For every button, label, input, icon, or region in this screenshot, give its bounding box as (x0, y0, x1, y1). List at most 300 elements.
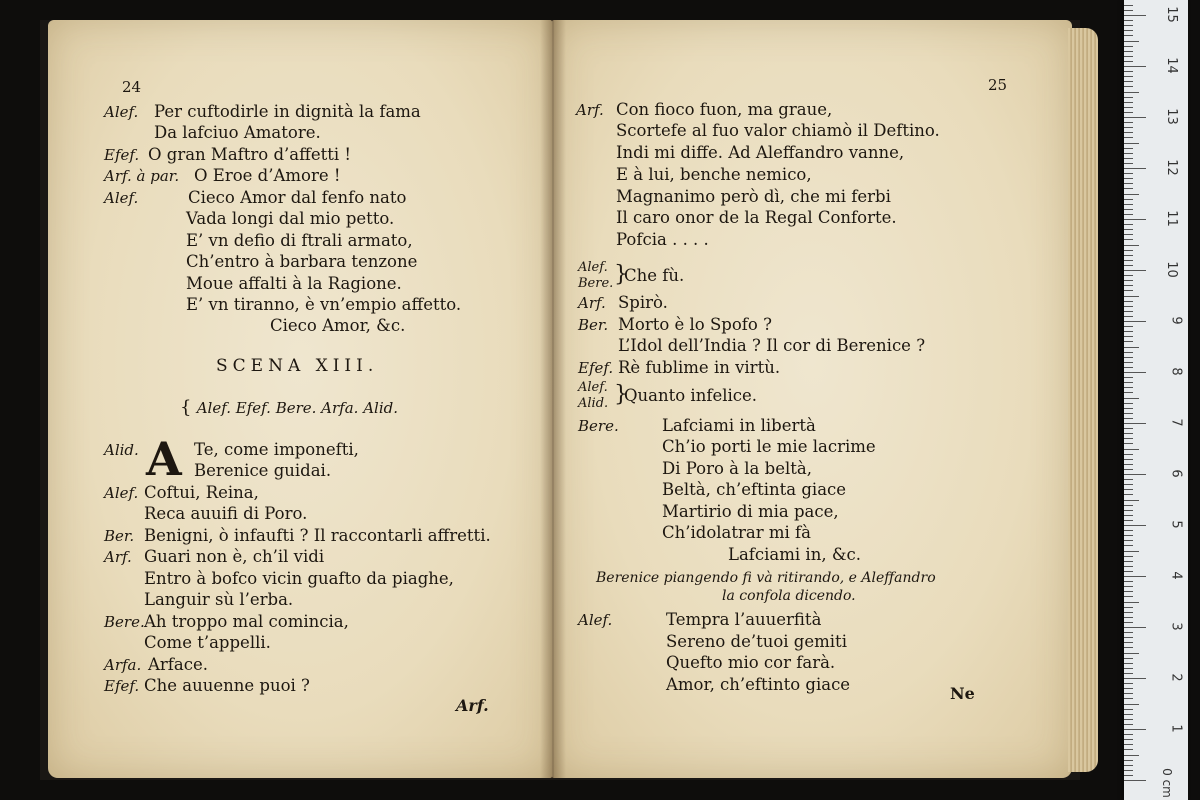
catchword: Ne (950, 684, 975, 703)
ruler-tick (1124, 296, 1139, 297)
verse-text: Guari non è, ch’il vidi (144, 547, 325, 566)
verse-line (662, 480, 846, 500)
ruler-tick (1124, 500, 1139, 501)
ruler-tick (1124, 81, 1133, 82)
verse-text: Reca auuifi di Poro. (144, 504, 308, 523)
ruler-tick (1124, 551, 1139, 552)
ruler-tick (1124, 35, 1133, 36)
ruler-tick (1124, 382, 1133, 383)
ruler-tick (1124, 321, 1146, 322)
ruler-tick (1124, 331, 1133, 332)
ruler-tick (1124, 663, 1133, 664)
ruler-tick (1124, 403, 1133, 404)
verse-line (104, 440, 359, 460)
ruler-tick (1124, 637, 1133, 638)
ruler-tick (1124, 714, 1133, 715)
page-number: 24 (122, 78, 142, 96)
ruler-tick (1124, 97, 1133, 98)
speaker-label: Efef. (104, 146, 140, 164)
ruler-tick (1124, 102, 1133, 103)
verse-line (104, 676, 310, 696)
verse-line (186, 295, 461, 315)
ruler-number: 9 (1168, 316, 1184, 325)
ruler-tick (1124, 602, 1139, 603)
speaker-label: Alef. (104, 189, 139, 207)
speaker-label: Efef. (578, 359, 614, 377)
verse-line (578, 315, 772, 335)
ruler-tick (1124, 719, 1133, 720)
ruler-tick (1124, 586, 1133, 587)
verse-line (104, 166, 341, 186)
ruler-tick (1124, 693, 1133, 694)
drop-cap: A (146, 432, 182, 486)
ruler-tick (1124, 505, 1133, 506)
verse-text: Per cuftodirle in dignità la fama (154, 102, 421, 121)
verse-line (104, 102, 421, 122)
speaker-label: Efef. (104, 677, 140, 695)
ruler-tick (1124, 642, 1133, 643)
ruler-tick (1124, 658, 1133, 659)
brace-glyph: } (614, 382, 628, 407)
ruler-tick (1124, 229, 1133, 230)
verse-text: E’ vn tiranno, è vn’empio affetto. (186, 295, 462, 314)
verse-text: Lafciami in libertà (662, 416, 816, 435)
ruler-tick (1124, 347, 1139, 348)
catchword: Arf. (456, 696, 489, 715)
speaker-label: Alid. (104, 441, 139, 459)
ruler-tick (1124, 398, 1139, 399)
ruler-tick (1124, 632, 1133, 633)
verse-text: Quefto mio cor farà. (666, 653, 836, 672)
speaker-label: Bere. (578, 417, 619, 435)
ruler-tick (1124, 760, 1133, 761)
ruler-tick (1124, 647, 1133, 648)
speaker-label: Alef. (104, 103, 139, 121)
ruler-tick (1124, 71, 1133, 72)
ruler-tick (1124, 20, 1133, 21)
ruler-tick (1124, 622, 1133, 623)
verse-line (578, 416, 816, 436)
ruler-tick (1124, 515, 1133, 516)
ruler-tick (1124, 698, 1133, 699)
ruler-number: 14 (1164, 57, 1180, 74)
ruler-tick (1124, 489, 1133, 490)
ruler-number: 3 (1168, 622, 1184, 631)
verse-text: Pofcia . . . . (616, 230, 709, 249)
ruler-tick (1124, 566, 1133, 567)
ruler-tick (1124, 341, 1133, 342)
verse-text: Martirio di mia pace, (662, 502, 839, 521)
verse-text: Magnanimo però dì, che mi ferbi (616, 187, 891, 206)
ruler-tick (1124, 362, 1133, 363)
ruler-tick (1124, 596, 1133, 597)
ruler-tick (1124, 729, 1146, 730)
speaker-label: Alef. (104, 484, 139, 502)
ruler-tick (1124, 739, 1133, 740)
verse-line (578, 610, 822, 630)
verse-text: Cieco Amor, &c. (270, 316, 406, 335)
verse-text: Indi mi diffe. Ad Aleffandro vanne, (616, 143, 905, 162)
ruler-tick (1124, 474, 1146, 475)
ruler-tick (1124, 326, 1133, 327)
speaker-label: Bere. (578, 276, 614, 291)
verse-line (186, 252, 417, 272)
ruler-tick (1124, 290, 1133, 291)
verse-line (144, 633, 271, 653)
verse-line (616, 121, 940, 141)
ruler-tick (1124, 653, 1139, 654)
ruler-number: 2 (1168, 673, 1184, 682)
ruler-tick (1124, 275, 1133, 276)
verse-line (616, 165, 812, 185)
ruler-tick (1124, 280, 1133, 281)
ruler-tick (1124, 188, 1133, 189)
verse-text: O Eroe d’Amore ! (194, 166, 341, 185)
ruler-tick (1124, 92, 1139, 93)
ruler-tick (1124, 153, 1133, 154)
verse-text: Coftui, Reina, (144, 483, 259, 502)
ruler-tick (1124, 239, 1133, 240)
ruler-tick (1124, 734, 1133, 735)
verse-text: E’ vn defio di ftrali armato, (186, 231, 413, 250)
speaker-label: Arf. (104, 548, 132, 566)
page-number: 25 (988, 76, 1008, 94)
ruler-tick (1124, 250, 1133, 251)
ruler-tick (1124, 234, 1133, 235)
ruler-tick (1124, 765, 1133, 766)
ruler-tick (1124, 137, 1133, 138)
ruler-tick (1124, 209, 1133, 210)
scene-title: SCENA XIII. (216, 356, 379, 376)
ruler-tick (1124, 744, 1133, 745)
ruler-tick (1124, 117, 1146, 118)
ruler-tick (1124, 545, 1133, 546)
verse-line (104, 483, 259, 503)
ruler-number: 6 (1168, 469, 1184, 478)
ruler-tick (1124, 433, 1133, 434)
left-page (48, 20, 552, 778)
ruler-tick (1124, 612, 1133, 613)
verse-line (616, 143, 904, 163)
verse-text: Spirò. (618, 293, 668, 312)
ruler-tick (1124, 56, 1133, 57)
verse-text: Amor, ch’eftinto giace (666, 675, 851, 694)
verse-text: Ch’idolatrar mi fà (662, 523, 811, 542)
ruler-tick (1124, 581, 1133, 582)
ruler-tick (1124, 107, 1133, 108)
verse-text: Sereno de’tuoi gemiti (666, 632, 847, 651)
speaker-label: Ber. (104, 527, 135, 545)
verse-text: Moue affalti à la Ragione. (186, 274, 402, 293)
ruler-tick (1124, 255, 1133, 256)
ruler-tick (1124, 408, 1133, 409)
ruler-tick (1124, 122, 1133, 123)
ruler-tick (1124, 469, 1133, 470)
ruler-tick (1124, 591, 1133, 592)
speaker-label: Bere. (104, 613, 145, 631)
verse-text: O gran Maftro d’affetti ! (148, 145, 352, 164)
verse-line (662, 459, 812, 479)
ruler-tick (1124, 260, 1133, 261)
ruler-tick (1124, 449, 1139, 450)
ruler-tick (1124, 688, 1133, 689)
ruler-tick (1124, 668, 1133, 669)
verse-line (616, 208, 897, 228)
ruler-tick (1124, 127, 1133, 128)
refrain-line (728, 545, 861, 565)
verse-text: Quanto infelice. (624, 386, 758, 405)
verse-text: Scortefe al fuo valor chiamò il Deftino. (616, 121, 940, 140)
verse-line (666, 653, 835, 673)
ruler-number: 1 (1168, 724, 1184, 733)
verse-text: Ah troppo mal comincia, (144, 612, 349, 631)
verse-text: Morto è lo Spofo ? (618, 315, 772, 334)
ruler-tick (1124, 270, 1146, 271)
ruler-tick (1124, 525, 1146, 526)
ruler-tick (1124, 418, 1133, 419)
ruler-tick (1124, 219, 1146, 220)
ruler-tick (1124, 132, 1133, 133)
ruler-tick (1124, 168, 1146, 169)
verse-line (144, 504, 307, 524)
ruler-tick (1124, 484, 1133, 485)
ruler-tick (1124, 178, 1133, 179)
ruler-tick (1124, 372, 1146, 373)
ruler-tick (1124, 540, 1133, 541)
verse-line (576, 100, 833, 120)
speaker-label: Alef. (578, 611, 613, 629)
ruler-number: 8 (1168, 367, 1184, 376)
measuring-ruler (1124, 0, 1188, 800)
verse-text: Che auuenne puoi ? (144, 676, 310, 695)
verse-line (618, 336, 925, 356)
verse-text: Vada longi dal mio petto. (186, 209, 395, 228)
ruler-tick (1124, 627, 1146, 628)
verse-line (186, 231, 413, 251)
ruler-tick (1124, 66, 1146, 67)
verse-line (616, 187, 891, 207)
ruler-tick (1124, 678, 1146, 679)
ruler-tick (1124, 285, 1133, 286)
ruler-tick (1124, 301, 1133, 302)
right-page (552, 20, 1072, 778)
ruler-tick (1124, 724, 1133, 725)
ruler-tick (1124, 306, 1133, 307)
ruler-tick (1124, 51, 1133, 52)
ruler-tick (1124, 459, 1133, 460)
verse-text: Entro à bofco vicin guafto da piaghe, (144, 569, 454, 588)
verse-line (662, 437, 876, 457)
ruler-tick (1124, 438, 1133, 439)
verse-text: Che fù. (624, 266, 685, 285)
ruler-tick (1124, 673, 1133, 674)
ruler-tick (1124, 428, 1133, 429)
ruler-tick (1124, 387, 1133, 388)
ruler-tick (1124, 755, 1139, 756)
ruler-tick (1124, 454, 1133, 455)
verse-line (662, 523, 811, 543)
verse-line (194, 461, 331, 481)
ruler-number: 11 (1164, 210, 1180, 227)
ruler-tick (1124, 86, 1133, 87)
ruler-tick (1124, 561, 1133, 562)
ruler-tick (1124, 443, 1133, 444)
verse-text: Berenice guidai. (194, 461, 332, 480)
ruler-tick (1124, 245, 1139, 246)
ruler-tick (1124, 494, 1133, 495)
verse-line (578, 358, 781, 378)
ruler-tick (1124, 316, 1133, 317)
ruler-tick (1124, 770, 1133, 771)
speaker-label: Arf. (578, 294, 606, 312)
ruler-tick (1124, 173, 1133, 174)
ruler-number: 12 (1164, 159, 1180, 176)
verse-line (104, 655, 208, 675)
ruler-number: 5 (1168, 520, 1184, 529)
verse-line (662, 502, 839, 522)
ruler-tick (1124, 30, 1133, 31)
ruler-tick (1124, 194, 1139, 195)
verse-line (104, 526, 491, 546)
ruler-tick (1124, 464, 1133, 465)
ruler-tick (1124, 76, 1133, 77)
verse-text: Da lafciuo Amatore. (154, 123, 321, 142)
ruler-tick (1124, 61, 1133, 62)
ruler-tick (1124, 183, 1133, 184)
speaker-label: Arfa. (104, 656, 142, 674)
ruler-tick (1124, 199, 1133, 200)
verse-line (104, 188, 407, 208)
verse-text: Beltà, ch’eftinta giace (662, 480, 847, 499)
page-edges (1068, 28, 1098, 772)
verse-text: Come t’appelli. (144, 633, 271, 652)
ruler-number: 4 (1168, 571, 1184, 580)
scene-characters (180, 398, 398, 418)
ruler-tick (1124, 377, 1133, 378)
verse-line (104, 612, 349, 632)
ruler-tick (1124, 214, 1133, 215)
ruler-tick (1124, 530, 1133, 531)
ruler-tick (1124, 576, 1146, 577)
verse-text: E à lui, benche nemico, (616, 165, 812, 184)
brace-glyph: } (614, 262, 628, 287)
speaker-label: Arf. à par. (104, 167, 180, 185)
ruler-tick (1124, 367, 1133, 368)
ruler-tick (1124, 5, 1133, 6)
ruler-tick (1124, 510, 1133, 511)
ruler-tick (1124, 265, 1133, 266)
ruler-tick (1124, 158, 1133, 159)
ruler-tick (1124, 357, 1133, 358)
verse-line (154, 123, 321, 143)
verse-text: Languir sù l’erba. (144, 590, 294, 609)
ruler-number: 7 (1168, 418, 1184, 427)
refrain-line (270, 316, 405, 336)
ruler-tick (1124, 413, 1133, 414)
ruler-tick (1124, 311, 1133, 312)
speaker-label: Alid. (578, 396, 609, 411)
verse-line (104, 547, 325, 567)
ruler-tick (1124, 163, 1133, 164)
ruler-tick (1124, 775, 1133, 776)
ruler-tick (1124, 148, 1133, 149)
ruler-unit: 0 cm (1160, 768, 1175, 798)
ruler-tick (1124, 479, 1133, 480)
verse-line (616, 230, 709, 250)
verse-line (578, 293, 668, 313)
verse-line (666, 675, 850, 695)
ruler-tick (1124, 683, 1133, 684)
characters-list: Alef. Efef. Bere. Arfa. Alid. (196, 399, 399, 417)
ruler-number: 10 (1164, 261, 1180, 278)
ruler-tick (1124, 780, 1146, 781)
ruler-tick (1124, 423, 1146, 424)
verse-text: Benigni, ò infaufti ? Il raccontarli affretti. (144, 526, 491, 545)
verse-line (104, 145, 352, 165)
ruler-tick (1124, 15, 1146, 16)
ruler-tick (1124, 571, 1133, 572)
ruler-tick (1124, 25, 1133, 26)
verse-line (144, 590, 293, 610)
verse-text: Ch’entro à barbara tenzone (186, 252, 418, 271)
open-book (40, 20, 1080, 780)
verse-text: Di Poro à la beltà, (662, 459, 812, 478)
speaker-label: Ber. (578, 316, 609, 334)
verse-text: Tempra l’auuerfità (666, 610, 822, 629)
ruler-tick (1124, 143, 1139, 144)
verse-text: Arface. (148, 655, 208, 674)
ruler-tick (1124, 41, 1139, 42)
ruler-tick (1124, 607, 1133, 608)
ruler-number: 15 (1164, 6, 1180, 23)
verse-text: Rè fublime in virtù. (618, 358, 781, 377)
verse-text: L’Idol dell’India ? Il cor di Berenice ? (618, 336, 926, 355)
stage-direction: la confola dicendo. (722, 588, 856, 604)
ruler-tick (1124, 10, 1133, 11)
verse-text: Te, come imponefti, (194, 440, 359, 459)
verse-text: Ch’io porti le mie lacrime (662, 437, 876, 456)
verse-text: Il caro onor de la Regal Conforte. (616, 208, 897, 227)
speaker-label: Alef. (578, 380, 608, 395)
ruler-tick (1124, 204, 1133, 205)
ruler-tick (1124, 709, 1133, 710)
verse-line (144, 569, 454, 589)
ruler-tick (1124, 617, 1133, 618)
ruler-tick (1124, 535, 1133, 536)
verse-line (666, 632, 847, 652)
verse-text: Lafciami in, &c. (728, 545, 861, 564)
verse-text: Con fioco fuon, ma graue, (616, 100, 833, 119)
speaker-label: Arf. (576, 101, 604, 119)
verse-line (186, 209, 394, 229)
ruler-tick (1124, 352, 1133, 353)
ruler-tick (1124, 46, 1133, 47)
ruler-tick (1124, 392, 1133, 393)
ruler-tick (1124, 556, 1133, 557)
ruler-tick (1124, 520, 1133, 521)
stage-direction: Berenice piangendo fi và ritirando, e Aleffandro (596, 570, 936, 586)
brace-glyph: { (180, 397, 192, 418)
speaker-label: Alef. (578, 260, 608, 275)
ruler-number: 13 (1164, 108, 1180, 125)
verse-text: Cieco Amor dal fenfo nato (188, 188, 407, 207)
verse-line (186, 274, 402, 294)
ruler-tick (1124, 749, 1133, 750)
ruler-tick (1124, 224, 1133, 225)
ruler-tick (1124, 704, 1139, 705)
ruler-tick (1124, 112, 1133, 113)
ruler-tick (1124, 336, 1133, 337)
